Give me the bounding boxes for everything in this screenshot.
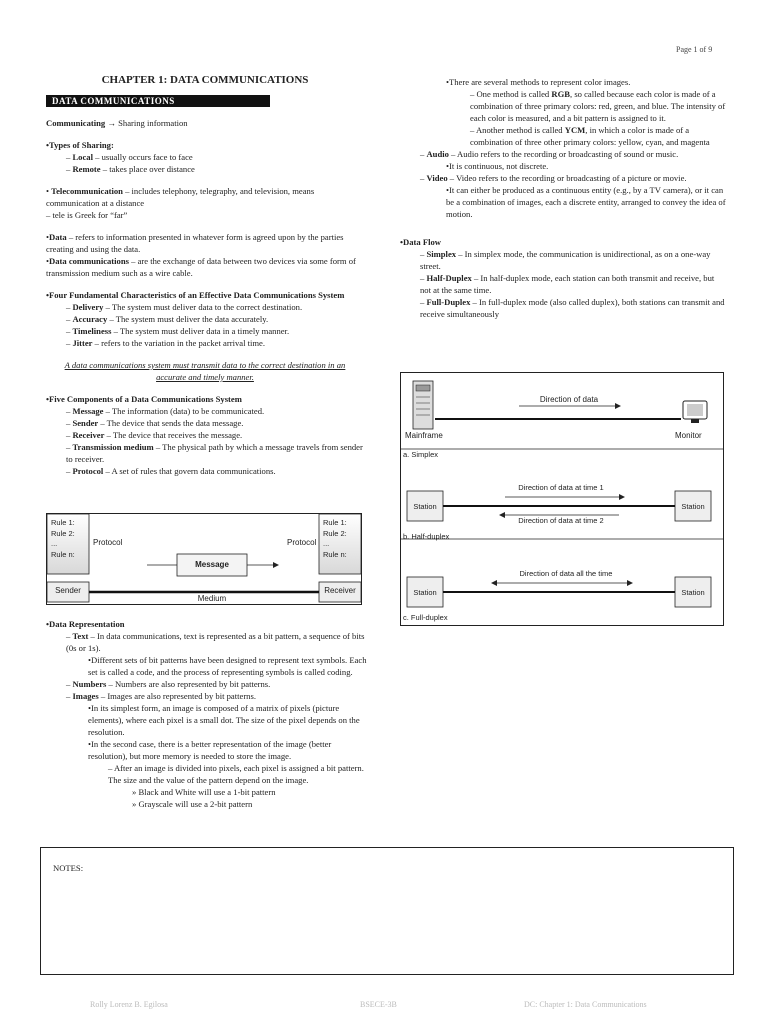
rep-images-grayscale: » Grayscale will use a 2-bit pattern — [132, 799, 253, 809]
receiver-rules: Rule 1: Rule 2: ... Rule n: — [323, 518, 347, 559]
sender-rules: Rule 1: Rule 2: ... Rule n: — [51, 518, 75, 559]
full-station-left-label: Station — [413, 588, 437, 597]
footer-class: BSECE-3B — [360, 1000, 397, 1009]
rep-images-bullet-1: •In its simplest form, an image is composed of a matrix of pixels (picture elements), where each pixel is a small dot. The size of the pixel depends on the resolution. — [88, 703, 360, 737]
footer-chapter: DC: Chapter 1: Data Communications — [524, 1000, 647, 1009]
receiver-label: Receiver — [324, 586, 356, 595]
rep-text-bullet: •Different sets of bit patterns have been designed to represent text symbols. Each set is called a code, and the process of representing symbols is called coding. — [88, 655, 367, 677]
comp-medium: – Transmission medium – The physical path by which a message travels from sender to receiver. — [66, 442, 363, 464]
notes-box[interactable] — [40, 847, 734, 975]
data-flow-diagram — [400, 372, 724, 626]
tele-note: – tele is Greek for “far” — [46, 210, 128, 220]
five-components-heading: •Five Components of a Data Communications System — [46, 394, 242, 404]
monitor-label: Monitor — [675, 431, 702, 440]
half-direction-label-1: Direction of data at time 1 — [518, 483, 604, 492]
type-local: – Local – usually occurs face to face — [66, 152, 193, 162]
left-column — [46, 74, 364, 477]
mainframe-label: Mainframe — [405, 431, 443, 440]
full-duplex-caption: c. Full-duplex — [403, 613, 448, 622]
rep-images-bullet-2: •In the second case, there is a better representation of the image (better resolution), but more memory is needed to store the image. — [88, 739, 332, 761]
data-communications-def: •Data communications – are the exchange of data between two devices via some form of transmission medium such as a wire cable. — [46, 256, 356, 278]
four-characteristics-heading: •Four Fundamental Characteristics of an Effective Data Communications System — [46, 290, 345, 300]
message-label: Message — [195, 560, 229, 569]
color-rgb: – One method is called RGB, so called because each color is made of a combination of three primary colors: red, green, and blue. The intensity of each color is measured, and a bit pattern is assigned to it. — [470, 89, 726, 123]
color-ycm: – Another method is called YCM, in which a color is made of a combination of three other primary colors: yellow, cyan, and magenta — [470, 125, 710, 147]
mainframe-icon — [413, 381, 433, 429]
data-def: •Data – refers to information presented in whatever form is agreed upon by the parties creating and using the data. — [46, 232, 344, 254]
char-delivery: – Delivery – The system must deliver data to the correct destination. — [66, 302, 303, 312]
telecommunication-def: • Telecommunication – includes telephony, telegraphy, and television, means communication at a distance — [46, 186, 315, 208]
color-intro: •There are several methods to represent color images. — [446, 77, 631, 87]
flow-full-duplex: – Full-Duplex – In full-duplex mode (also called duplex), both stations can transmit and receive simultaneously — [420, 297, 725, 319]
video-bullet: •It can either be produced as a continuous entity (e.g., by a TV camera), or it can be a combination of images, each a discrete entity, arranged to convey the idea of motion. — [446, 185, 726, 219]
footer-author: Rolly Lorenz B. Egilosa — [90, 1000, 168, 1009]
rep-images-bw: » Black and White will use a 1-bit pattern — [132, 787, 276, 797]
rep-images: – Images – Images are also represented by bit patterns. — [66, 691, 256, 701]
char-jitter: – Jitter – refers to the variation in the packet arrival time. — [66, 338, 266, 348]
full-arrowhead-left — [491, 580, 497, 586]
flow-simplex: – Simplex – In simplex mode, the communication is unidirectional, as on a one-way street. — [420, 249, 711, 271]
comp-receiver: – Receiver – The device that receives the message. — [66, 430, 243, 440]
half-arrowhead-1 — [619, 494, 625, 500]
components-diagram — [46, 513, 362, 605]
char-timeliness: – Timeliness – The system must deliver data in a timely manner. — [66, 326, 290, 336]
rep-text: – Text – In data communications, text is represented as a bit pattern, a sequence of bits (0s or 1s). — [66, 631, 365, 653]
protocol-left-label: Protocol — [93, 538, 123, 547]
page-number: Page 1 of 9 — [676, 45, 713, 54]
medium-label: Medium — [197, 594, 227, 603]
chapter-title: CHAPTER 1: DATA COMMUNICATIONS — [101, 74, 309, 86]
comp-message: – Message – The information (data) to be communicated. — [66, 406, 265, 416]
right-column — [400, 76, 726, 320]
message-arrowhead — [273, 562, 279, 568]
communicating-line: Communicating → Sharing information — [46, 118, 188, 128]
quote: A data communications system must transmit data to the correct destination in an accurate and timely manner. — [64, 360, 346, 382]
full-station-right-label: Station — [681, 588, 705, 597]
char-accuracy: – Accuracy – The system must deliver the data accurately. — [66, 314, 269, 324]
half-direction-label-2: Direction of data at time 2 — [518, 516, 604, 525]
protocol-right-label: Protocol — [287, 538, 317, 547]
rep-numbers: – Numbers – Numbers are also represented by bit patterns. — [66, 679, 271, 689]
half-station-right-label: Station — [681, 502, 705, 511]
notes-label: NOTES: — [53, 863, 84, 873]
rep-images-bullet-3: – After an image is divided into pixels, each pixel is assigned a bit pattern. The size and the value of the pattern depend on the image. — [108, 763, 364, 785]
audio-bullet: •It is continuous, not discrete. — [446, 161, 549, 171]
types-heading: •Types of Sharing: — [46, 140, 114, 150]
full-direction-label: Direction of data all the time — [519, 569, 613, 578]
data-representation-heading: •Data Representation — [46, 619, 125, 629]
data-representation — [46, 618, 368, 810]
comp-protocol: – Protocol – A set of rules that govern data communications. — [66, 466, 276, 476]
audio-def: – Audio – Audio refers to the recording or broadcasting of sound or music. — [420, 149, 679, 159]
comp-sender: – Sender – The device that sends the data message. — [66, 418, 244, 428]
section-banner: DATA COMMUNICATIONS — [46, 95, 270, 107]
type-remote: – Remote – takes place over distance — [66, 164, 195, 174]
sender-label: Sender — [55, 586, 81, 595]
half-duplex-caption: b. Half-duplex — [403, 532, 450, 541]
video-def: – Video – Video refers to the recording or broadcasting of a picture or movie. — [420, 173, 687, 183]
simplex-direction-label: Direction of data — [539, 395, 599, 404]
simplex-caption: a. Simplex — [403, 450, 439, 459]
full-arrowhead-right — [627, 580, 633, 586]
monitor-icon — [683, 401, 707, 423]
data-flow-heading: •Data Flow — [400, 237, 441, 247]
flow-half-duplex: – Half-Duplex – In half-duplex mode, each station can both transmit and receive, but not at the same time. — [420, 273, 715, 295]
half-station-left-label: Station — [413, 502, 437, 511]
components-diagram-svg — [47, 514, 361, 604]
